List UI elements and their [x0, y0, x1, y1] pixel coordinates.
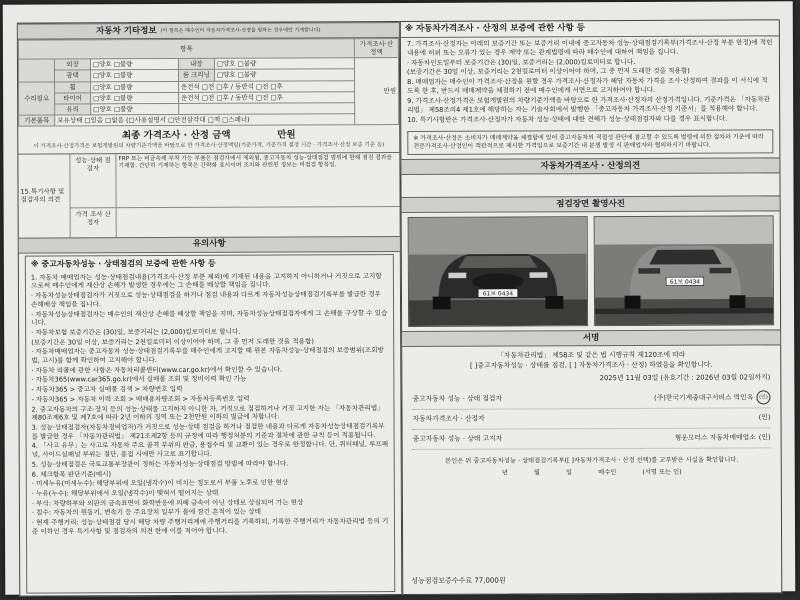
left-column	[17, 21, 403, 597]
etc-row-label: 타이어	[55, 92, 91, 103]
price-opinion-box[interactable]	[401, 173, 779, 197]
signature-para1: 「자동차관리법」 제58조 및 같은 법 시행규칙 제120조에 따라	[497, 350, 686, 360]
seal-mark[interactable]: (인)	[758, 433, 771, 442]
signer-row	[412, 388, 770, 410]
caution-item: · 자동차성능상태점검자가 거짓으로 성능·상태점검을 하거나 점검 내용과 다르게 자동차성능상태점검기록부를 발급한 경우 손해배상 책임을 집니다.	[30, 290, 382, 309]
front-car-photo	[408, 216, 588, 327]
right-column	[400, 19, 783, 595]
etc-col-price: 가격조사·산정액	[354, 39, 398, 58]
etc-info-title: 자동차 기타정보	[96, 25, 157, 37]
photo-title: 점검장면 촬영사진	[556, 198, 625, 210]
seal-stamp[interactable]: (인)	[756, 391, 770, 405]
signer-row	[413, 428, 771, 450]
etc-info-note: (이 항목은 매수인이 자동차가격조사·산정을 원하는 경우에만 기재합니다)	[160, 27, 321, 34]
notice-item: 7. 가격조사·산정자는 아래의 보증기간 또는 보증거리 이내에 중고자동차 성능·상태점검기록부(가격조사·산정 부분 한정)에 적힌 내용에 허위 또는 오류가 있는 경우 계약 또는 관계법령에 따라 매수인에 대하여 책임을 집니다.	[406, 38, 773, 57]
caution-item: 2. 중고자동차의 구조·장치 등의 성능·상태를 고지하지 아니한 자, 거짓으로 점검하거나 거짓 고지한 자는 「자동차관리법」 제80조제6호 및 제7호에 따라 2년 이하의 징역 또는 2천만원 이하의 벌금에 처합니다.	[31, 403, 384, 422]
warranty-fee: 성능점검보증수수료 77,000원	[411, 576, 506, 586]
etc-row-options[interactable]: □양호 □불량	[91, 92, 179, 104]
notice-item: (보증기간은 30일 이상, 보증거리는 2천킬로미터 이상이어야 하며, 그 중 먼저 도래한 것을 적용함)	[406, 67, 690, 77]
caution-header	[19, 236, 400, 254]
signer-name: (주)한국기계중대구서비스 박인옥	[654, 393, 754, 403]
final-price-line	[18, 125, 399, 144]
etc-row-label: 외장	[54, 59, 90, 70]
caution-item: 6. 체크항목 판단기준(예시)	[31, 469, 112, 479]
signature-para2: [ ]중고자동차성능 · 상태를 점검, [ ] 자동차가격조사 · 산정) 하였음을 확인합니다.	[469, 360, 713, 370]
caution-item: · 자동차매매업자는 중고자동차 성능·상태점검기록부를 매수인에게 고지할 때 원본 자동차성능·상태점검의 보증범위(조회방법, 고시)를 함께 확인하여 고지해야 합니다.	[31, 346, 384, 365]
price-opinion-title: 자동차가격조사 · 산정의견	[540, 160, 641, 172]
caution-item: · 자동차성능상태점검자는 매수인의 재산상 손해를 배상할 책임을 지며, 자동차성능상태점검자에게 그 손해를 구상할 수 있습니다.	[31, 308, 388, 327]
special-perf-text: FRP 또는 비금속재 부착 가능 부품은 점검자에서 제외됨, 중고자동차 성능·상태점검 범위에 한해 점검 결과를 기재함. 간단히 기재하는 항목은 간략화 표시이며 조치와 관련된 정보는 비점검 항목임.	[118, 154, 393, 170]
etc-row-options[interactable]: □양호 □불량	[214, 69, 354, 81]
notice-header	[401, 20, 779, 38]
etc-info-table	[18, 38, 399, 127]
caution-item: · 미세누유(미세누수): 해당부위에 오일(냉각수)이 비치는 정도로서 부품 노후로 인한 현상	[31, 478, 289, 488]
price-opinion-header	[401, 157, 779, 175]
rear-plate-text: 61보 0434	[669, 279, 701, 286]
caution-box	[25, 254, 395, 594]
caution-item: 5. 성능·상태점검은 국토교통부장관이 정하는 자동차성능·상태점검 방법에 따라야 합니다.	[31, 459, 289, 469]
caution-item: 1. 자동차 매매업자는 성능·상태점검내용(가격조사·산정 부분 제외)에 기재된 내용을 고지하지 아니하거나 거짓으로 고지함으로써 매수인에게 재산상 손해가 발생한 경우에는 그 손해를 배상할 책임을 집니다.	[30, 271, 382, 291]
receipt-month[interactable]: 월	[533, 469, 541, 477]
signature-header	[402, 329, 780, 347]
signer-name: 형운모터스 자동차매매업소	[674, 433, 756, 442]
special-perf-key: 성능·상태 점검자	[70, 154, 116, 207]
caution-item: · 누유(누수): 해당부위에서 오일(냉각수)이 맺혀서 떨어지는 상태	[31, 488, 219, 498]
etc-row-options[interactable]: □양호 □불량	[214, 58, 354, 70]
etc-row-options[interactable]: □양호 □불량	[90, 59, 178, 71]
etc-col-item: 항목	[18, 39, 354, 60]
receipt-year[interactable]: 년	[501, 469, 508, 477]
notice-item: 8. 매매업자는 매수인이 가격조사·산정을 원할 경우 가격조사·산정자가 해당 자동차 가격을 조사·산정하여 결과를 이 서식에 적도록 한 후, 반드시 매매계약을 체결하기 전에 매수인에게 서면으로 고지하여야 합니다.	[407, 76, 768, 96]
special-price-key: 가격 조사 산정자	[71, 208, 117, 237]
caution-section-title: 유의사항	[192, 239, 226, 250]
special-notes-label: 15.특기사항 및 점검자의 의견	[18, 154, 70, 237]
etc-row-label: 휠	[55, 81, 91, 92]
etc-row-options[interactable]: 운전석 □전 □후 / 동반석 □전 □후	[178, 91, 354, 103]
caution-item: · 자동차보험 보증기간은 (30)일, 보증거리는 (2,000)킬로미터로 합니다.	[31, 327, 241, 337]
etc-basic-items[interactable]: 보유상태 □있음 □없음 (□사용설명서 □안전삼각대 □잭 □스패너)	[55, 114, 355, 126]
etc-won-unit: 만원	[354, 58, 398, 125]
photo-header	[402, 195, 780, 213]
final-price-note: 이 가격조사·산정가격은 보험개발원의 차량기준가액을 바탕으로 한 가격조사·산정액임(기준가격, 기준가격 결정 시간 · 가격조사·산정 보증 기준 등)	[33, 141, 385, 150]
signature-area	[402, 345, 781, 481]
signer-name	[606, 418, 756, 419]
signature-title: 서명	[582, 332, 600, 343]
inspection-form-sheet	[3, 1, 796, 594]
notice-item: 10. 특기사항란은 가격조사·산정자가 자동차 성능·상태에 대한 견해가 성능·상태점검자와 다를 경우 표시합니다.	[407, 114, 728, 124]
caution-item: 4. 「사고 유무」는 사고로 자동차 주요 골격 부위의 판금, 용접수리 및 교환이 있는 경우로 한정합니다. 단, 쿼터패널, 루프패널, 사이드실패널 부위는 절단, 용접 시에만 사고로 표기합니다.	[31, 440, 389, 459]
special-price-text[interactable]	[117, 207, 400, 237]
etc-row-options[interactable]: □양호 □불량	[91, 70, 179, 82]
etc-row-label: 내장	[178, 59, 214, 70]
front-plate-text: 61보 0434	[482, 291, 514, 298]
caution-item: · 현재 주행거리: 성능·상태점검 당시 해당 차량 주행거리계에 주행거리를 기록하되, 기록한 주행거리가 자동차관리법 등의 기준 이하인 경우 특기사항 및 점검자의 의견 란에 이를 적어야 합니다.	[31, 517, 389, 536]
caution-list	[31, 272, 389, 536]
caution-item: · 침수: 자동차의 원동기, 변속기 등 주요장치 일부가 물에 잠긴 흔적이 있는 상태	[31, 507, 261, 517]
final-price-label: 최종 가격조사 · 산정 금액	[121, 129, 231, 142]
receipt-day[interactable]: 일	[565, 469, 573, 477]
etc-basic-label: 기본품목	[19, 115, 55, 126]
signer-row	[412, 408, 770, 430]
notice-list	[401, 36, 779, 127]
etc-row-options[interactable]: 운전석 □전 □후 / 동반석 □전 □후	[178, 80, 354, 92]
final-price-unit: 만원	[277, 129, 296, 141]
notice-boxed-note: ※ 가격조사·산정은 소비자가 매매계약을 체결함에 있어 중고자동차의 적절성 판단에 참고할 수 있도록 법령에 의한 절차와 기준에 따라 전문가격조사·산정인이 객관적으로 제시한 가격임으로 보증기간 내 분쟁 발생 시 판매업자와 협의하시기 바랍니다.	[407, 130, 773, 155]
signature-date: 2025년 11월 03일 (유효기간 : 2026년 03월 02일까지)	[599, 373, 771, 383]
notice-item: · 자동차인도일부터 보증기간은 (30)일, 보증거리는 (2,000)킬로미터로 합니다.	[406, 57, 636, 67]
receipt-statement: 본인은 위 중고자동차성능 · 상태점검기록부([ ]자동차가격조사 · 산정 선택)를 교부받은 사실을 확인합니다.	[445, 456, 739, 465]
receipt-date-row	[413, 468, 771, 477]
caution-item: · 부식: 차량하부와 외판의 금속표면이 화학반응에 의해 금속이 아닌 상태로 상실되어 가는 현상	[31, 498, 304, 508]
receipt-sign[interactable]: (서명 또는 인)	[642, 468, 682, 476]
signer-role: 자동차가격조사 · 산정자	[412, 414, 485, 424]
caution-item: - 자동차365 > 중고차 실매물 검색 > 차량번호 입력	[31, 385, 183, 394]
etc-info-header	[18, 22, 399, 40]
caution-item: - 자동차365 > 자동차 이력 조회 > 매매용차량조회 > 자동차등록번호 입력	[31, 394, 250, 404]
etc-repair-label: 수리필요	[19, 82, 55, 116]
notice-item: 9. 가격조사·산정가격은 보험개발원의 차량기준가액을 바탕으로 한 가격조사·산정자의 산정가격입니다. 기준가격은 「자동차관리법」 제58조의4 제1호에 해당하는 자는 기술사회에서 발행한 「중고자동차 가격조사·산정 기준서」를 적용해야 합니다.	[407, 95, 771, 114]
rear-car-photo	[594, 215, 774, 326]
receipt-buyer: 매수인	[598, 468, 617, 476]
etc-row-options[interactable]: □양호 □불량	[91, 103, 179, 115]
special-notes-section	[18, 152, 399, 238]
seal-mark[interactable]: (인)	[758, 413, 771, 422]
caution-item: 3. 성능·상태점검자(자동차정비업자)가 거짓으로 성능·상태 점검을 하거나 점검한 내용과 다르게 자동차성능상태점검기록부를 발급한 경우 「자동차관리법」 제21조제2항 등의 규정에 따라 행정처분의 기준과 절차에 관한 규칙 등이 적용됩니다.	[31, 422, 385, 441]
caution-title: ※ 중고자동차성능 · 상태점검의 보증에 관한 사항 등	[30, 258, 216, 269]
notice-title: ※ 자동차가격조사 · 산정의 보증에 관한 사항 등	[404, 23, 585, 35]
caution-item: (보증기간은 30일 이상, 보증거리는 2천킬로미터 이상이어야 하며, 그 중 먼저 도래한 것을 적용함)	[31, 337, 314, 347]
etc-row-label: 룸 크리닝	[178, 70, 214, 81]
signer-role: 중고자동차 성능 · 상태 점검자	[412, 394, 503, 404]
etc-row-options[interactable]: □양호 □불량	[91, 81, 179, 93]
photo-area	[402, 211, 781, 331]
etc-row-label: 유리	[55, 104, 91, 115]
caution-item: · 자동차365(www.car365.go.kr)에서 실매물 조회 및 정비이력 확인 가능	[31, 375, 247, 385]
caution-item: · 자동차 리콜에 관한 사항은 자동차리콜센터(www.car.go.kr)에서 확인할 수 있습니다.	[31, 365, 283, 375]
etc-row-label: 광택	[55, 70, 91, 81]
signer-role: 중고자동차 성능 · 상태 고지자	[412, 434, 503, 444]
